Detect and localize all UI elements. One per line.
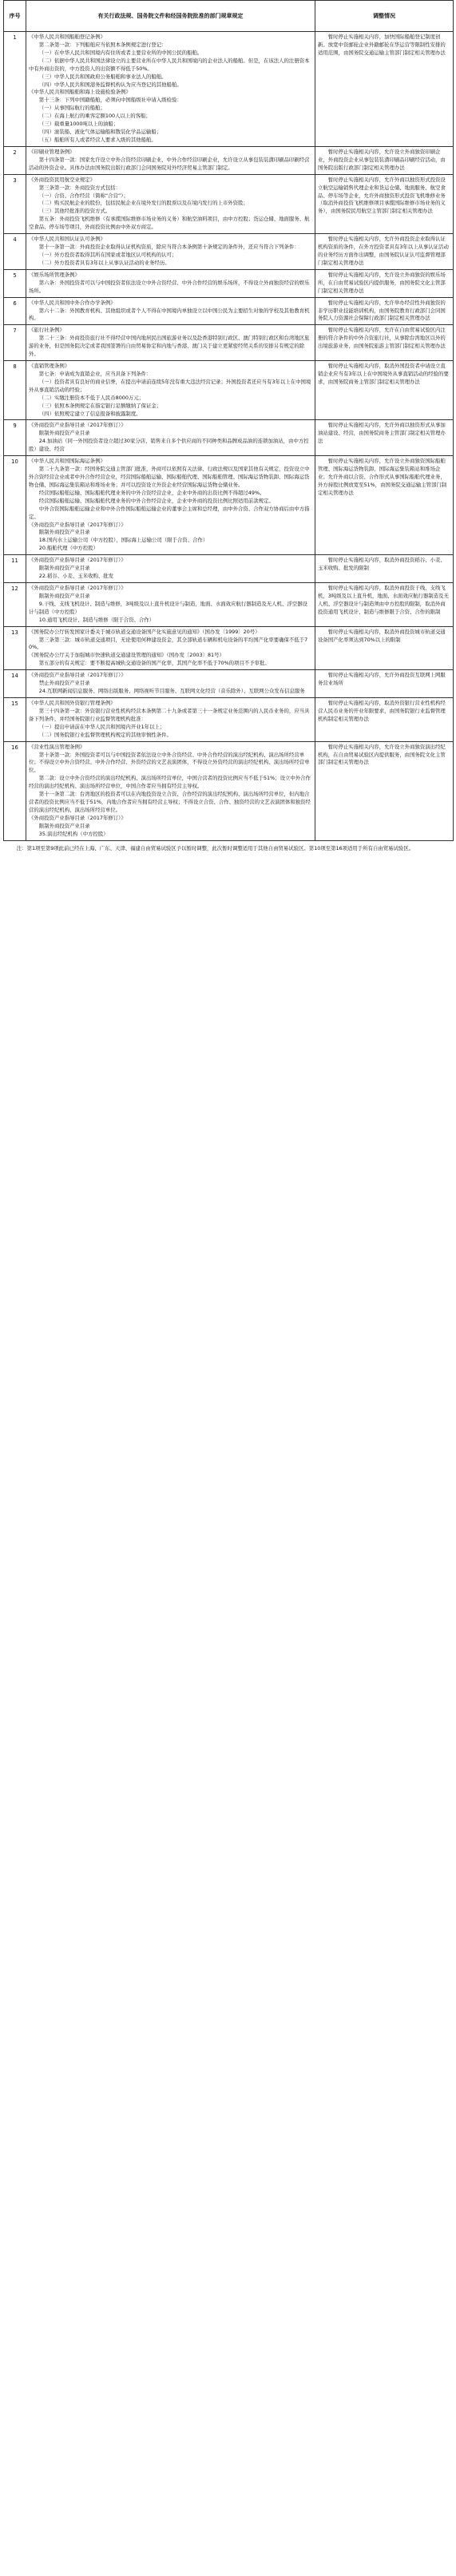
- row-number: 3: [4, 174, 26, 233]
- regulation-paragraph: （一）合资、合作经营（简称“合营”）；: [38, 192, 129, 199]
- table-row: [4, 234, 454, 270]
- adjustment-table: [3, 0, 454, 841]
- regulation-paragraph: 限制外商投资产业目录: [38, 822, 90, 829]
- adjustment-text: [315, 670, 454, 698]
- regulation-content: [26, 626, 315, 670]
- adjustment-text: [315, 697, 454, 741]
- regulation-content: [26, 234, 315, 270]
- adjustment-text: [315, 32, 454, 147]
- table-row: [4, 583, 454, 627]
- adjustment-text: [315, 741, 454, 840]
- adjustment-paragraph: 暂时停止实施相关内容，允许设立外商独资演出经纪机构，在自由贸易试验区内提供服务，由国务院文化主管部门制定相关管理办法: [318, 743, 446, 766]
- regulation-paragraph: （一）外方投资者取得其所在国家或者地区认可机构的认可；: [38, 251, 177, 258]
- regulation-content: [26, 583, 315, 627]
- row-number: 10: [4, 456, 26, 555]
- regulation-paragraph: （二）在海上航行的乘客定额100人以上的客船；: [38, 113, 151, 120]
- regulation-paragraph: 《中华人民共和国中外合作办学条例》: [29, 299, 116, 306]
- regulation-paragraph: 第二十九条第一款：经国务院交通主管部门批准，外商可以依照有关法律、行政法规以及国家其他有关规定，投资设立中外合资经营企业或者中外合作经营企业，经营国际船舶运输、国际船舶代理、国际船舶管理、国际海运货物装卸、国际海运货物仓储、国际海运集装箱站和堆场业务；并可以投资设立外资企业经营国际海运货物仓储业务。: [29, 466, 310, 488]
- adjustment-paragraph: 暂时停止实施相关内容，允许外商以独资形式投资设立航空运输销售代理企业和货运仓储、地面服务、航空食品、停车场等企业，允许外商独资形式投资飞机维修业务（取消外商投资飞机维修项目承揽国际维修市场业务的义务），由国务院民用航空主管部门制定相关管理办法: [318, 176, 446, 215]
- adjustment-text: [315, 325, 454, 361]
- regulation-paragraph: 《中华人民共和国国际海运条例》: [29, 458, 105, 465]
- table-header-row: [4, 1, 454, 32]
- regulation-content: [26, 269, 315, 297]
- row-number: 11: [4, 555, 26, 583]
- regulation-paragraph: 禁止外商投资产业目录: [38, 680, 90, 687]
- regulation-paragraph: 20.船舶代理（中方控股）: [38, 545, 98, 552]
- regulation-paragraph: （三）中华人民共和国政府公务船舶和事业法人的船舶。: [38, 73, 167, 80]
- regulation-paragraph: 第六十二条：外国教育机构、其他组织或者个人不得在中国境内单独设立以中国公民为主要招生对象的学校及其他教育机构。: [29, 307, 310, 322]
- adjustment-paragraph: 暂时停止实施相关内容，允许在自由贸易试验区内注册的符合条件的中外合资旅行社，从事除台湾地区以外的出境旅游业务，由国务院旅游主管部门制定相关管理办法: [318, 327, 446, 350]
- regulation-paragraph: 24.加油站（同一外国投资者设立超过30家分店、销售来自多个供应商的不同种类和品牌成品油的连锁加油站，由中方控股）建设、经营: [29, 438, 309, 453]
- regulation-paragraph: 限制外商投资产业目录: [38, 529, 90, 536]
- regulation-paragraph: （二）国务院银行业监督管理机构规定的其他审慎性条件。: [38, 731, 172, 738]
- regulation-paragraph: 限制外商投资产业目录: [38, 430, 90, 437]
- regulation-paragraph: 《外商投资产业指导目录（2017年修订）》: [29, 557, 126, 564]
- table-row: [4, 269, 454, 297]
- regulation-paragraph: 第十四条第一款：国家允许设立中外合资经营印刷企业、中外合作经营印刷企业，允许设立从事包装装潢印刷品印刷经营活动的外资企业。具体办法由国务院出版行政部门会同国务院对外经济贸易主管部门制定。: [29, 156, 310, 171]
- adjustment-paragraph: 暂时停止实施相关内容，取消外商投资干线、支线飞机，3吨级及以上直升机，地面、水面效应航行器制造及无人机、浮空器设计与制造须由中方控股的限制，取消外商投资通用飞机设计、制造与维修限于合资、合作的限制: [318, 585, 449, 615]
- table-row: [4, 741, 454, 840]
- adjustment-text: [315, 269, 454, 297]
- regulation-content: [26, 325, 315, 361]
- adjustment-text: [315, 420, 454, 456]
- row-number: 14: [4, 670, 26, 698]
- regulation-paragraph: 10.通用飞机设计、制造与维修（限于合资、合作）: [38, 616, 155, 623]
- adjustment-paragraph: 暂时停止实施相关内容，允许外商投资互联网上网服务营业场所: [318, 672, 446, 687]
- table-row: [4, 626, 454, 670]
- regulation-paragraph: 第三条第一款：外商投资方式包括：: [38, 184, 121, 191]
- adjustment-paragraph: 暂时停止实施相关内容，允许举办经营性外商独资的非学历职业技能培训机构，由国务院教育行政部门会同国务院人力资源社会保障行政部门制定相关管理办法: [318, 299, 446, 322]
- regulation-paragraph: （三）依照本条例规定在指定银行足额缴纳了保证金；: [38, 402, 162, 409]
- regulation-paragraph: 9.干线、支线飞机设计、制造与维修，3吨级及以上直升机设计与制造，地面、水面效应航行器制造及无人机、浮空器设计与制造（中方控股）: [29, 600, 307, 615]
- table-body: [4, 32, 454, 841]
- adjustment-paragraph: 暂时停止实施相关内容，取消外资银行营业性机构经营人民币业务的开业年限要求，由国务院银行业监督管理机构制定相关管理办法: [318, 699, 446, 722]
- regulation-paragraph: 限制外商投资产业目录: [38, 565, 90, 572]
- adjustment-paragraph: 暂时停止实施相关内容，允许外商以独资形式从事加油站建设、经营，由国务院商务主管部门制定相关管理办法: [318, 422, 446, 445]
- table-row: [4, 32, 454, 147]
- regulation-content: [26, 697, 315, 741]
- regulation-paragraph: 35.演出经纪机构（中方控股）: [38, 830, 109, 837]
- row-number: 7: [4, 325, 26, 361]
- table-row: [4, 697, 454, 741]
- adjustment-text: [315, 361, 454, 420]
- regulation-paragraph: 《外商投资产业指导目录（2017年修订）》: [29, 585, 126, 591]
- row-number: 16: [4, 741, 26, 840]
- regulation-paragraph: 第十一条第一款：外商投资企业取得认证机构资质，除应当符合本条例第十条规定的条件外，还应当符合下列条件：: [38, 244, 299, 251]
- table-row: [4, 325, 454, 361]
- regulation-paragraph: 经营国际船舶运输、国际船舶代理业务的中外合资经营企业，企业中外商的出资比例不得超过49%。: [38, 489, 265, 496]
- regulation-paragraph: 第十一条第二款：台湾地区的投资者可以在内地投资设立合资、合作经营的演出经纪机构、演出场所经营单位，但内地合营者的投资比例应当不低于51%，内地合作者应当拥有经营主导权；不得设立合资、合作、独资经营的文艺表演团体和独资经营的演出经纪机构、演出场所经营单位。: [29, 791, 311, 813]
- regulation-paragraph: 第六条：外国投资者可以与中国投资者依法设立中外合资经营、中外合作经营的娱乐场所，不得设立外商独资经营的娱乐场所。: [29, 279, 310, 294]
- regulation-paragraph: 中外合资国际船舶运输企业和中外合作国际船舶运输企业的董事会主席和总经理，由中外合资、合作双方协商后由中方指定。: [29, 505, 310, 520]
- adjustment-paragraph: 暂时停止实施相关内容，允许设立外商独资印刷企业，外商投资企业从事包装装潢印刷品印刷经营活动，由国务院出版行政部门制定相关管理办法: [318, 148, 446, 171]
- row-number: 8: [4, 361, 26, 420]
- column-header-adjust: 调整情况: [315, 1, 454, 32]
- regulation-paragraph: （四）滚装船、液化气体运输船和散装化学品运输船；: [38, 129, 162, 136]
- regulation-content: [26, 361, 315, 420]
- regulation-paragraph: 第十三条：下列中国籍船舶，必须向中国船级社申请入级检验：: [38, 97, 182, 104]
- column-header-no: 序号: [4, 1, 26, 32]
- adjustment-text: [315, 456, 454, 555]
- table-row: [4, 297, 454, 325]
- column-header-content: 有关行政法规、国务院文件和经国务院批准的部门规章规定: [26, 1, 315, 32]
- regulation-paragraph: 《外商投资民用航空业规定》: [29, 176, 96, 183]
- regulation-paragraph: 《国务院办公厅转发国家计委关于城市轨道交通设备国产化实施意见的通知》（国办发〔1999〕20号）: [29, 628, 260, 635]
- regulation-paragraph: 《直销管理条例》: [29, 363, 70, 370]
- regulation-paragraph: 《旅行社条例》: [29, 327, 65, 334]
- table-row: [4, 146, 454, 174]
- regulation-content: [26, 297, 315, 325]
- footnote: 注：第1项至第9项此前已经在上海、广东、天津、福建自由贸易试验区予以暂时调整，此次暂时调整适用于其他自由贸易试验区。第10项至第16项适用于所有自由贸易试验区。: [16, 844, 414, 851]
- adjustment-paragraph: 暂时停止实施相关内容，允许设立外商独资的娱乐场所，在自由贸易试验区内提供服务，由国务院文化主管部门制定相关管理办法: [318, 271, 446, 294]
- regulation-paragraph: 《外商投资产业指导目录（2017年修订）》: [29, 672, 126, 679]
- regulation-content: [26, 456, 315, 555]
- regulation-paragraph: （一）从事国际航行的船舶；: [38, 105, 105, 112]
- regulation-paragraph: （五）船舶所有人或者经营人要求入级的其他船舶。: [38, 136, 157, 143]
- regulation-paragraph: （二）外方投资者具有3年以上从事认证活动的业务经历。: [38, 259, 170, 266]
- adjustment-text: [315, 297, 454, 325]
- row-number: 9: [4, 420, 26, 456]
- adjustment-text: [315, 174, 454, 233]
- row-number: 13: [4, 626, 26, 670]
- table-row: [4, 670, 454, 698]
- regulation-paragraph: 限制外商投资产业目录: [38, 592, 90, 599]
- regulation-paragraph: 第七条：申请成为直销企业，应当具备下列条件：: [38, 370, 152, 377]
- regulation-paragraph: （一）在中华人民共和国境内有住所或者主要营业所的中国公民的船舶。: [38, 49, 203, 56]
- regulation-paragraph: （二）依据中华人民共和国法律设立的主要营业所在中华人民共和国境内的企业法人的船舶。但是，在该法人的注册资本中有外商出资的，中方投资人的出资额不得低于50%。: [29, 57, 310, 72]
- regulation-content: [26, 174, 315, 233]
- regulation-paragraph: 第二十三条：外商投资旅行社不得经营中国内地居民出国旅游业务以及赴香港特别行政区、澳门特别行政区和台湾地区旅游的业务，但是国务院决定或者我国签署的自由贸易协定和内地与香港、澳门关于建立更紧密经贸关系的安排另有规定的除外。: [29, 335, 310, 358]
- regulation-paragraph: 《中华人民共和国船舶和海上设施检验条例》: [29, 89, 131, 96]
- regulation-paragraph: 《国务院办公厅关于加强城市快速轨道交通建设管理的通知》（国办发〔2003〕81号）: [29, 652, 224, 659]
- regulation-paragraph: 第五条：外商投资飞机维修（有承揽国际维修市场业务的义务）和航空油料项目，由中方控股；货运仓储、地面服务、航空食品、停车场等项目，外商投资比例由中外双方商定。: [29, 216, 310, 231]
- regulation-paragraph: （三）其他经批准的投资方式。: [38, 208, 111, 215]
- table-row: [4, 174, 454, 233]
- regulation-paragraph: 《印刷业管理条例》: [29, 148, 75, 155]
- row-number: 4: [4, 234, 26, 270]
- adjustment-text: [315, 234, 454, 270]
- regulation-paragraph: 《营业性演出管理条例》: [29, 743, 85, 750]
- regulation-paragraph: 《外商投资产业指导目录（2017年修订）》: [29, 422, 126, 429]
- adjustment-text: [315, 583, 454, 627]
- row-number: 1: [4, 32, 26, 147]
- table-row: [4, 420, 454, 456]
- regulation-paragraph: （四）依照规定建立了信息报备和披露制度。: [38, 410, 141, 417]
- regulation-paragraph: （三）载重量1000吨以上的油船；: [38, 121, 119, 128]
- regulation-paragraph: 第三十四条第一款：外资银行营业性机构经营本条例第二十九条或者第三十一条规定业务范围内的人民币业务的，应当具备下列条件，并经国务院银行业监督管理机构批准：: [29, 707, 310, 722]
- regulation-content: [26, 741, 315, 840]
- row-number: 5: [4, 269, 26, 297]
- table-row: [4, 456, 454, 555]
- row-number: 12: [4, 583, 26, 627]
- row-number: 2: [4, 146, 26, 174]
- regulation-paragraph: 第二款：设立中外合资经营的演出经纪机构、演出场所经营单位，中国合营者的投资比例应当不低于51%；设立中外合作经营的演出经纪机构、演出场所经营单位，中国合作者应当拥有经营主导权。: [29, 775, 311, 790]
- adjustment-text: [315, 555, 454, 583]
- table-row: [4, 555, 454, 583]
- adjustment-paragraph: 暂时停止实施相关内容，取消外商投资城市轨道交通设备国产化率须达到70%以上的限制: [318, 628, 446, 643]
- regulation-content: [26, 670, 315, 698]
- row-number: 6: [4, 297, 26, 325]
- regulation-paragraph: 经营国际船舶运输、国际船舶代理业务的中外合作经营企业，企业中外商的投资比例比照适用前款规定。: [38, 497, 274, 504]
- regulation-paragraph: 第十条第一款：外国投资者可以与中国投资者依法设立中外合资经营、中外合作经营的演出经纪机构、演出场所经营单位；不得设立中外合资经营、中外合作经营、外资经营的文艺表演团体，不得设立外资经营的演出经纪机构、演出场所经营单位。: [29, 751, 310, 774]
- regulation-paragraph: （四）中华人民共和国港务监督机构认为应当登记的其他船舶。: [38, 81, 182, 88]
- regulation-paragraph: 18.国内水上运输公司（中方控股），国际海上运输公司（限于合资、合作）: [38, 537, 208, 544]
- regulation-content: [26, 32, 315, 147]
- regulation-paragraph: 《外商投资产业指导目录（2017年修订）》: [29, 521, 126, 528]
- adjustment-paragraph: 暂时停止实施相关内容，取消外国投资者申请设立直销企业应当有3年以上在中国境外从事直销活动的经验的要求，由国务院商务主管部门制定相关管理办法: [318, 363, 449, 385]
- regulation-paragraph: （一）投资者具有良好的商业信誉，在提出申请前连续5年没有重大违法经营记录；外国投资者还应当有3年以上在中国境外从事直销活动的经验；: [29, 378, 311, 393]
- regulation-paragraph: （二）购买民航企业的股份，包括民航企业在境外发行的股票以及在境内发行的上市外资股；: [38, 200, 248, 207]
- regulation-paragraph: 第五部分的有关规定：要不断提高城轨交通设备的国产化率，其国产化率不低于70%的项目不予审批。: [38, 660, 270, 667]
- adjustment-paragraph: 暂时停止实施相关内容，加快国际船舶登记制度创新。放宽中资邮轮企业外籍邮轮在华运营等限制性安排的适用范围，由国务院交通运输主管部门制定相关管理办法: [318, 34, 446, 56]
- regulation-paragraph: 《娱乐场所管理条例》: [29, 271, 80, 278]
- regulation-paragraph: 第三条第三款：城市轨道交通项目，无论使用何种建设资金，其全部轨道车辆和机电设备的平均国产化率要确保不低于70%。: [29, 636, 308, 651]
- adjustment-paragraph: 暂时停止实施相关内容，取消外商投资稻谷、小麦、玉米收购、批发的限制: [318, 557, 446, 572]
- regulation-paragraph: （二）实缴注册资本不低于人民币8000万元；: [38, 394, 145, 401]
- adjustment-paragraph: 暂时停止实施相关内容，允许外商投资企业取得认证机构资质的条件，在外方投资者具有3年以上从事认证活动的业务经历方面作出调整，由国务院认证认可监督管理部门制定相关管理办法: [318, 236, 449, 266]
- adjustment-text: [315, 626, 454, 670]
- adjustment-text: [315, 146, 454, 174]
- regulation-paragraph: 《中华人民共和国认证认可条例》: [29, 236, 105, 243]
- regulation-paragraph: 24.互联网新闻信息服务、网络出版服务、网络视听节目服务、互联网文化经营（音乐除外）、互联网公众发布信息服务: [38, 688, 305, 695]
- regulation-content: [26, 555, 315, 583]
- regulation-paragraph: 《中华人民共和国船舶登记条例》: [29, 34, 105, 40]
- regulation-paragraph: 第二条第一款：下列船舶应当依照本条例规定进行登记：: [38, 41, 167, 48]
- regulation-paragraph: 《中华人民共和国外资银行管理条例》: [29, 699, 116, 706]
- regulation-paragraph: （一）提出申请前在中华人民共和国境内开业1年以上；: [38, 723, 165, 730]
- regulation-content: [26, 420, 315, 456]
- row-number: 15: [4, 697, 26, 741]
- table-row: [4, 361, 454, 420]
- regulation-paragraph: 22.稻谷、小麦、玉米收购、批发: [38, 573, 114, 580]
- adjustment-paragraph: 暂时停止实施相关内容，允许设立外商独资国际船舶管理、国际海运货物装卸、国际海运集装箱站和堆场企业；允许外商以合资、合作形式从事国际船舶代理业务，外方持股比例放宽至51%，由国务院交通运输主管部门制定相关管理办法: [318, 458, 447, 496]
- regulation-content: [26, 146, 315, 174]
- regulation-paragraph: 《外商投资产业指导目录（2017年修订）》: [29, 814, 126, 821]
